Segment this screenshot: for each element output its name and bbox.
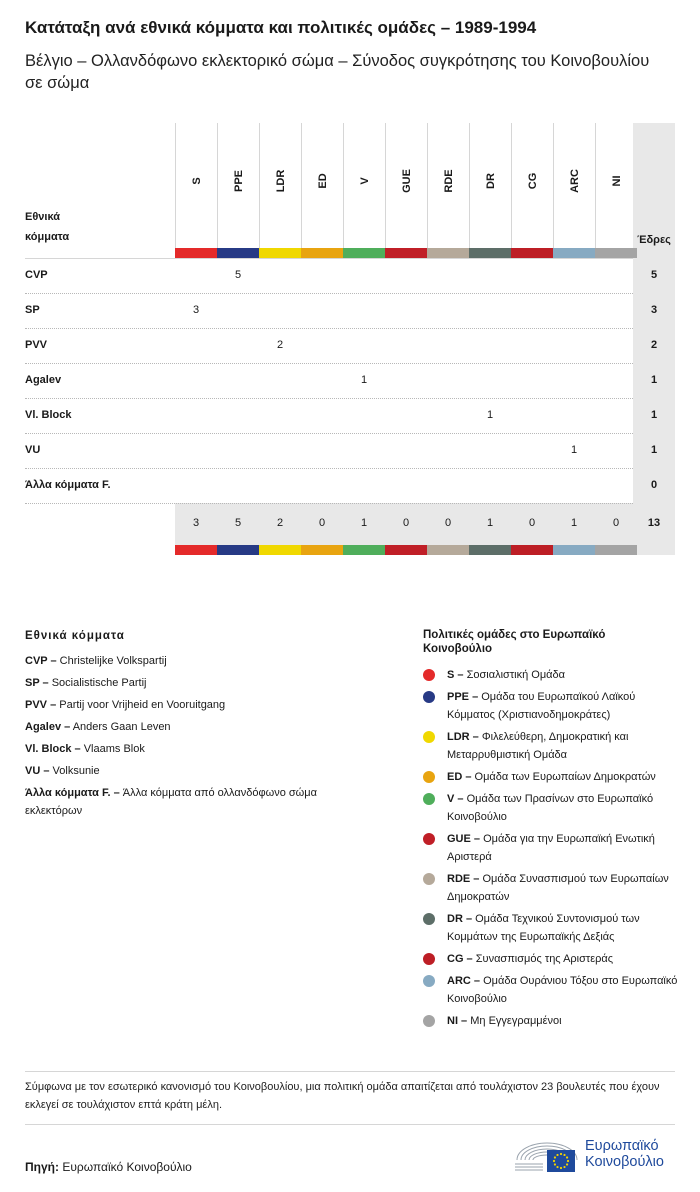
column-total: 1	[360, 517, 368, 529]
group-legend-name: Φιλελεύθερη, Δημοκρατική και Μεταρρυθμιστική Ομάδα	[447, 731, 629, 761]
group-legend-name: Ομάδα Τεχνικού Συντονισμού των Κομμάτων της Ευρωπαϊκής Δεξιάς	[447, 913, 640, 943]
group-color-bar-gue	[385, 248, 427, 258]
group-legend-name: Συνασπισμός της Αριστεράς	[475, 953, 614, 965]
group-color-bar-dr	[469, 248, 511, 258]
flag-star	[566, 1156, 568, 1158]
group-legend-name: Ομάδα των Πρασίνων στο Ευρωπαϊκό Κοινοβούλιο	[447, 793, 654, 823]
group-color-bar-bottom-arc	[553, 545, 595, 555]
flag-star	[560, 1167, 562, 1169]
group-color-bar-bottom-ni	[595, 545, 637, 555]
group-legend-dot	[423, 793, 435, 805]
note-divider-top	[25, 1071, 675, 1072]
group-legend-item	[447, 1012, 679, 1030]
flag-star	[563, 1166, 565, 1168]
group-legend-code: ED –	[447, 771, 472, 783]
group-color-bar-bottom-ed	[301, 545, 343, 555]
party-legend-item	[25, 674, 365, 692]
table-cell-value: 1	[486, 409, 494, 421]
group-legend-item	[447, 830, 679, 866]
group-label-ldr: LDR	[274, 169, 287, 193]
group-color-bar-bottom-s	[175, 545, 217, 555]
group-header-v	[343, 123, 385, 248]
group-color-bar-v	[343, 248, 385, 258]
group-legend-code: CG –	[447, 953, 473, 965]
group-color-bar-bottom-rde	[427, 545, 469, 555]
group-legend-code: ARC –	[447, 975, 481, 987]
group-legend-dot	[423, 833, 435, 845]
table-row-divider	[25, 363, 633, 364]
party-legend-name: Christelijke Volkspartij	[59, 655, 167, 667]
group-legend-code: LDR –	[447, 731, 479, 743]
group-color-bar-bottom-ppe	[217, 545, 259, 555]
group-legend-item	[447, 688, 679, 724]
flag-star	[556, 1154, 558, 1156]
group-header-ldr	[259, 123, 301, 248]
group-header-s	[175, 123, 217, 248]
party-legend-code: SP –	[25, 677, 49, 689]
group-header-cg	[511, 123, 553, 248]
group-label-ppe: PPE	[232, 169, 245, 193]
group-header-ppe	[217, 123, 259, 248]
group-label-cg: CG	[526, 172, 539, 190]
group-label-s: S	[190, 177, 203, 185]
party-legend-item	[25, 784, 365, 820]
group-color-bar-rde	[427, 248, 469, 258]
row-label: CVP	[25, 269, 48, 281]
group-header-arc	[553, 123, 595, 248]
flag-star	[560, 1153, 562, 1155]
ep-logo	[513, 1134, 678, 1174]
group-legend-code: S –	[447, 669, 464, 681]
group-color-bar-ed	[301, 248, 343, 258]
row-total: 5	[650, 269, 658, 281]
column-total: 0	[612, 517, 620, 529]
group-legend-item	[447, 768, 679, 786]
group-legend-name: Ομάδα Συνασπισμού των Ευρωπαίων Δημοκρατών	[447, 873, 669, 903]
grand-total: 13	[647, 517, 661, 529]
group-label-ni: NI	[610, 175, 623, 187]
group-color-bar-bottom-v	[343, 545, 385, 555]
note-divider-bottom	[25, 1124, 675, 1125]
group-legend-item	[447, 790, 679, 826]
group-legend-code: NI –	[447, 1015, 468, 1027]
group-legend-dot	[423, 731, 435, 743]
group-color-bar-cg	[511, 248, 553, 258]
seat-table	[25, 123, 675, 555]
table-cell-value: 1	[570, 444, 578, 456]
group-legend-item	[447, 666, 679, 684]
row-label: Άλλα κόμματα F.	[25, 479, 111, 491]
group-color-bar-ni	[595, 248, 637, 258]
table-row-divider	[25, 328, 633, 329]
party-legend-code: PVV –	[25, 699, 57, 711]
group-legend-name: Μη Εγγεγραμμένοι	[470, 1015, 562, 1027]
seats-header: Έδρες	[637, 234, 671, 246]
group-color-bar-bottom-dr	[469, 545, 511, 555]
table-row-divider	[25, 433, 633, 434]
party-legend-item	[25, 718, 365, 736]
row-total: 0	[650, 479, 658, 491]
flag-star	[563, 1154, 565, 1156]
ep-logo-line2: Κοινοβούλιο	[585, 1154, 664, 1170]
table-row-divider	[25, 293, 633, 294]
group-legend-item	[447, 910, 679, 946]
party-legend-code: VU –	[25, 765, 50, 777]
group-legend-name: Ομάδα για την Ευρωπαϊκή Ενωτική Αριστερά	[447, 833, 655, 863]
column-total: 5	[234, 517, 242, 529]
party-legend-name: Vlaams Blok	[83, 743, 145, 755]
group-color-bar-arc	[553, 248, 595, 258]
ep-logo-text	[585, 1138, 664, 1170]
party-legend-name: Socialistische Partij	[51, 677, 147, 689]
row-label: Agalev	[25, 374, 62, 386]
group-header-rde	[427, 123, 469, 248]
party-legend-item	[25, 740, 365, 758]
flag-star	[566, 1163, 568, 1165]
group-legend-code: RDE –	[447, 873, 480, 885]
group-label-rde: RDE	[442, 169, 455, 193]
group-legend-code: V –	[447, 793, 464, 805]
group-header-dr	[469, 123, 511, 248]
party-legend-name: Anders Gaan Leven	[72, 721, 171, 733]
row-label: PVV	[25, 339, 48, 351]
row-total: 1	[650, 374, 658, 386]
groups-legend-title: Πολιτικές ομάδες στο Ευρωπαϊκό Κοινοβούλιο	[423, 629, 606, 655]
flag-star	[553, 1160, 555, 1162]
group-label-v: V	[358, 177, 371, 185]
group-color-bar-bottom-cg	[511, 545, 553, 555]
source-label: Πηγή:	[25, 1160, 59, 1174]
group-legend-name: Ομάδα των Ευρωπαίων Δημοκρατών	[474, 771, 656, 783]
group-legend-dot	[423, 691, 435, 703]
party-legend-name: Άλλα κόμματα από ολλανδόφωνο σώμα εκλεκτόρων	[25, 787, 317, 817]
group-label-dr: DR	[484, 173, 497, 189]
flag-star	[556, 1166, 558, 1168]
group-label-gue: GUE	[400, 169, 413, 193]
flag-star	[567, 1160, 569, 1162]
group-legend-dot	[423, 975, 435, 987]
group-legend-code: GUE –	[447, 833, 481, 845]
row-total: 1	[650, 409, 658, 421]
group-legend-code: PPE –	[447, 691, 479, 703]
row-label: SP	[25, 304, 40, 316]
group-legend-dot	[423, 873, 435, 885]
flag-star	[554, 1163, 556, 1165]
column-total: 0	[444, 517, 452, 529]
group-legend-name: Σοσιαλιστική Ομάδα	[466, 669, 566, 681]
group-color-bar-s	[175, 248, 217, 258]
group-legend-item	[447, 728, 679, 764]
table-cell-value: 2	[276, 339, 284, 351]
table-cell-value: 1	[360, 374, 368, 386]
group-color-bar-ldr	[259, 248, 301, 258]
column-total: 1	[570, 517, 578, 529]
group-legend-dot	[423, 913, 435, 925]
page-title: Κατάταξη ανά εθνικά κόμματα και πολιτικές ομάδες – 1989-1994	[25, 18, 537, 37]
row-total: 1	[650, 444, 658, 456]
table-header-divider	[25, 258, 633, 259]
table-row-divider	[25, 398, 633, 399]
group-legend-dot	[423, 953, 435, 965]
ep-logo-icon	[513, 1134, 581, 1174]
group-legend-name: Ομάδα Ουράνιου Τόξου στο Ευρωπαϊκό Κοινοβούλιο	[447, 975, 678, 1005]
party-legend-item	[25, 652, 365, 670]
column-total: 0	[402, 517, 410, 529]
party-legend-code: Άλλα κόμματα F. –	[25, 787, 120, 799]
row-total: 3	[650, 304, 658, 316]
parties-legend-title: Εθνικά κόμματα	[25, 630, 125, 642]
page-subtitle: Βέλγιο – Ολλανδόφωνο εκλεκτορικό σώμα – Σύνοδος συγκρότησης του Κοινοβουλίου σε σώμα	[25, 52, 650, 92]
group-header-ni	[595, 123, 637, 248]
group-legend-item	[447, 870, 679, 906]
flag-star	[554, 1156, 556, 1158]
group-legend-dot	[423, 669, 435, 681]
party-legend-code: Vl. Block –	[25, 743, 81, 755]
row-header: Εθνικά κόμματα	[25, 211, 70, 243]
group-legend-item	[447, 950, 679, 968]
rules-note: Σύμφωνα με τον εσωτερικό κανονισμό του Κοινοβουλίου, μια πολιτική ομάδα απαιτίζεται από τουλάχιστον 23 βουλευτές που έχουν εκλεγεί σε τουλάχιστον επτά κράτη μέλη.	[25, 1081, 660, 1111]
source-text: Ευρωπαϊκό Κοινοβούλιο	[62, 1160, 192, 1174]
group-color-bar-bottom-gue	[385, 545, 427, 555]
column-total: 2	[276, 517, 284, 529]
column-total: 0	[528, 517, 536, 529]
row-label: VU	[25, 444, 41, 456]
source-line	[25, 1160, 192, 1174]
group-legend-dot	[423, 771, 435, 783]
table-row-divider	[25, 468, 633, 469]
table-cell-value: 5	[234, 269, 242, 281]
group-label-ed: ED	[316, 173, 329, 189]
column-total: 3	[192, 517, 200, 529]
row-label: Vl. Block	[25, 409, 72, 421]
group-legend-item	[447, 972, 679, 1008]
table-cell-value: 3	[192, 304, 200, 316]
party-legend-name: Partij voor Vrijheid en Vooruitgang	[59, 699, 226, 711]
group-color-bar-bottom-ldr	[259, 545, 301, 555]
group-color-bar-ppe	[217, 248, 259, 258]
column-total: 1	[486, 517, 494, 529]
party-legend-item	[25, 696, 365, 714]
table-row-divider	[25, 503, 633, 504]
group-label-arc: ARC	[568, 169, 581, 193]
ep-logo-line1: Ευρωπαϊκό	[585, 1138, 659, 1154]
group-legend-code: DR –	[447, 913, 473, 925]
column-total: 0	[318, 517, 326, 529]
party-legend-code: CVP –	[25, 655, 57, 667]
group-header-ed	[301, 123, 343, 248]
party-legend-name: Volksunie	[52, 765, 100, 777]
group-header-gue	[385, 123, 427, 248]
party-legend-item	[25, 762, 365, 780]
party-legend-code: Agalev –	[25, 721, 71, 733]
group-legend-dot	[423, 1015, 435, 1027]
group-legend-name: Ομάδα του Ευρωπαϊκού Λαϊκού Κόμματος (Χριστιανοδημοκράτες)	[447, 691, 636, 721]
row-total: 2	[650, 339, 658, 351]
